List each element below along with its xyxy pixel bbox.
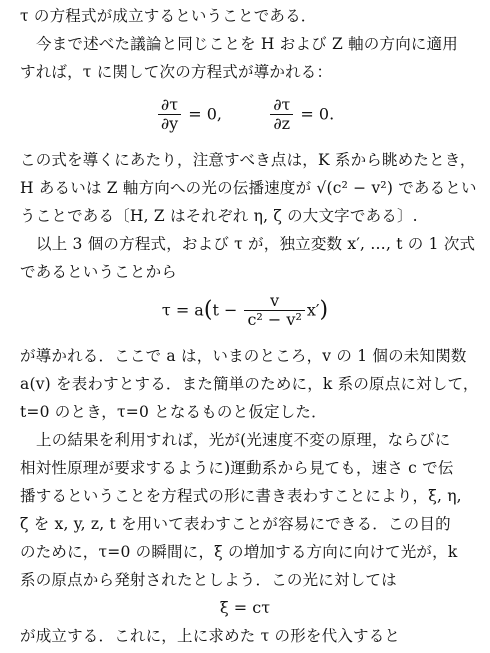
text-line: 系の原点から発射されたとしよう．この光に対しては [20,571,397,589]
text-line: τ の方程式が成立するということである． [20,7,317,25]
equation-partial-derivatives: $\frac{\partial\tau}{\partial y}$ = 0, $\frac{\partial\tau}{\partial z}$ = 0. [0,96,490,136]
text-line: のために，τ=0 の瞬間に，ξ の増加する方向に向けて光が，k [20,543,458,561]
text-line: 今まで述べた議論と同じことを H および Z 軸の方向に適用 [36,35,458,53]
text-line: ζ を x, y, z, t を用いて表わすことが容易にできる．この目的 [20,515,451,533]
fraction-dtau-dz: $\frac{\partial\tau}{\partial z}$ [270,96,293,133]
text-line: すれば，τ に関して次の方程式が導かれる： [20,63,333,81]
text-line: この式を導くにあたり，注意すべき点は，K 系から眺めたとき， [20,151,476,169]
text-line: 以上 3 個の方程式，および τ が，独立変数 x′, …, t の 1 次式 [36,235,476,253]
text-line: 相対性原理が要求するように)運動系から見ても，速さ c で伝 [20,459,454,477]
equation-tau: τ = a(t − $\frac{v}{\text{c² − v²}}$ x′) [161,291,329,329]
text-line: a(v) を表わすとする．また簡単のために，k 系の原点に対して， [20,375,479,393]
text-line: 播するということを方程式の形に書き表わすことにより，ξ, η, [20,487,462,505]
equation-xi: ξ = cτ [219,598,271,617]
text-line: H あるいは Z 軸方向への光の伝播速度が √(c² − v²) であるとい [20,179,477,197]
text-line: うことである〔H, Z はそれぞれ η, ζ の大文字である〕. [20,207,418,225]
text-line: が成立する．これに，上に求めた τ の形を代入すると [20,627,401,645]
fraction-dtau-dy: $\frac{\partial\tau}{\partial y}$ [158,96,181,133]
text-line: 上の結果を利用すれば，光が(光速度不変の原理，ならびに [36,431,451,449]
text-line: t=0 のとき，τ=0 となるものと仮定した． [20,403,327,421]
fraction-v-over-c2-v2: $\frac{v}{\text{c² − v²}}$ [244,292,304,329]
text-line: が導かれる．ここで a は，いまのところ，v の 1 個の未知関数 [20,347,467,365]
text-line: であるということから [20,263,178,281]
